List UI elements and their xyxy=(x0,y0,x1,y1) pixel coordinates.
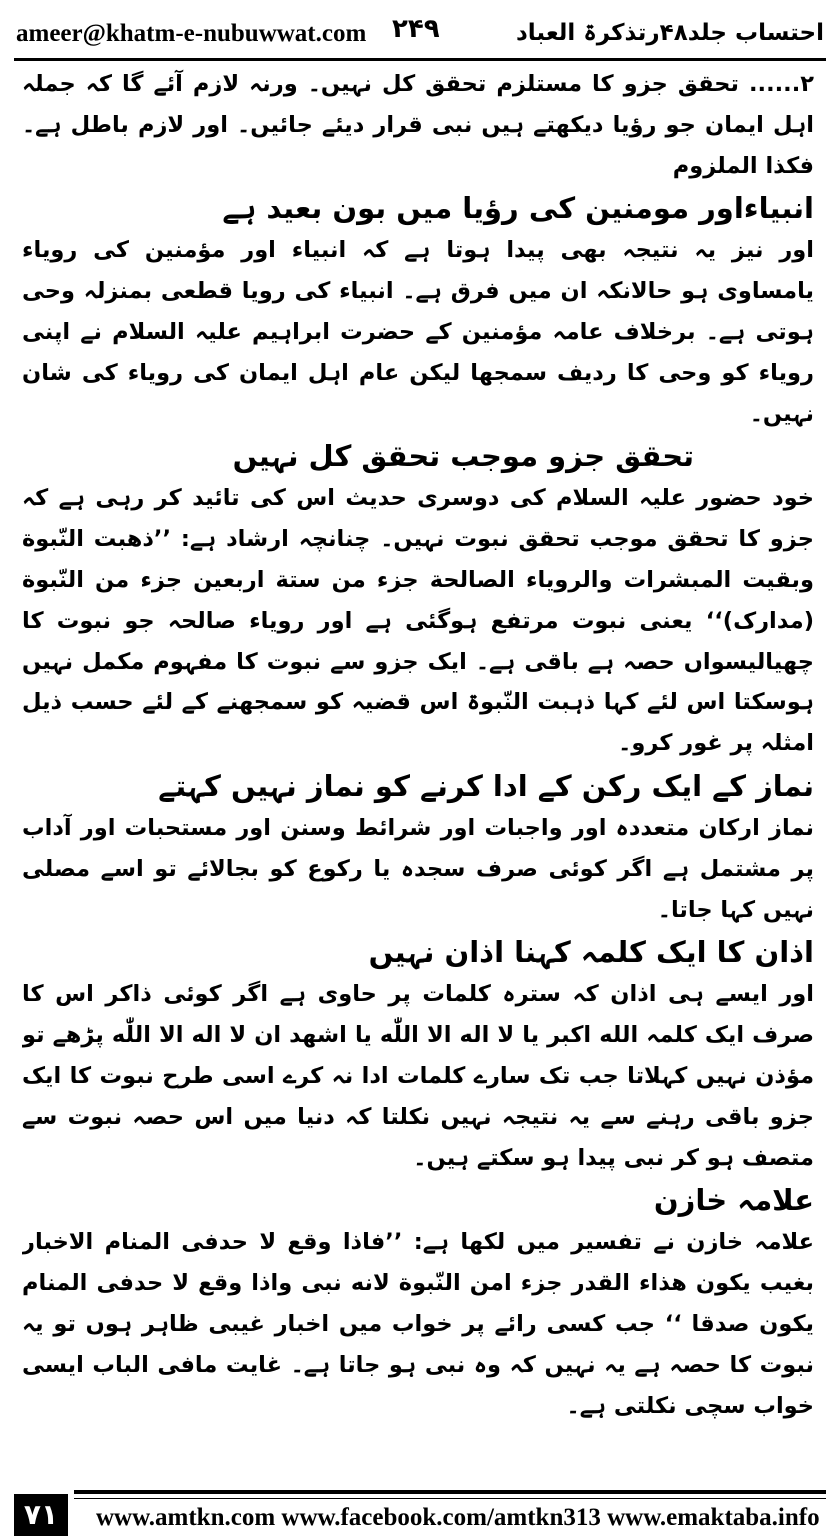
paragraph: علامہ خازن نے تفسیر میں لکھا ہے: ’’فاذا وقع لا حدفى المنام الاخبار بغيب يكون هذاء القدر جزء امن النّبوة لانه نبى واذا وقع لا حدفى المنام يكون صدقا ‘‘ جب کسی رائے پر خواب میں اخبار غیبی ظاہر ہوں تو یہ نبوت کا حصہ ہے یہ نہیں کہ وہ نبی ہو جاتا ہے۔ غایت مافی الباب ایسی خواب سچی نکلتی ہے۔ xyxy=(22,1229,814,1419)
header-email: ameer@khatm-e-nubuwwat.com xyxy=(16,20,367,47)
paragraph: اور نیز یہ نتیجہ بھی پیدا ہوتا ہے کہ انبیاء اور مؤمنین کی رویاء یامساوی ہو حالانکہ ان میں فرق ہے۔ انبیاء کی رویا قطعی بمنزلہ وحی ہوتی ہے۔ برخلاف عامہ مؤمنین کے حضرت ابراہیم علیہ السلام نے اپنی رویاء کو وحی کا ردیف سمجھا لیکن عام اہل ایمان کی رویاء کی شان نہیں۔ xyxy=(22,237,814,427)
footer-urls: www.amtkn.com www.facebook.com/amtkn313 www.emaktaba.info xyxy=(96,1504,820,1531)
page-body xyxy=(22,64,814,1454)
book-title: احتساب جلد۴۸رتذکرۃ العباد xyxy=(515,20,824,46)
section-heading: انبیاءاور مومنین کی رؤیا میں بون بعید ہے xyxy=(222,191,814,226)
paragraph: نماز ارکان متعددہ اور واجبات اور شرائط وسنن اور مستحبات اور آداب پر مشتمل ہے اگر کوئی صرف سجدہ یا رکوع کو بجالائے تو اسے مصلی نہیں کہا جاتا۔ xyxy=(22,814,814,923)
section-heading: تحقق جزو موجب تحقق کل نہیں xyxy=(232,439,694,474)
footer-divider xyxy=(74,1490,826,1494)
section-heading: علامہ خازن xyxy=(653,1183,814,1218)
page-footer xyxy=(14,1490,826,1536)
section-heading: اذان کا ایک کلمہ کہنا اذان نہیں xyxy=(368,935,814,970)
footer-page-label: ۷۱ xyxy=(14,1494,68,1536)
section-heading: نماز کے ایک رکن کے ادا کرنے کو نماز نہیں کہتے xyxy=(158,768,814,803)
footer-divider-thin xyxy=(74,1498,826,1499)
paragraph: خود حضور علیہ السلام کی دوسری حدیث اس کی تائید کر رہی ہے کہ جزو کا تحقق موجب تحقق نبوت نہیں۔ چنانچہ ارشاد ہے: ’’ذهبت النّبوة وبقيت المبشرات والروياء الصالحة جزء من ستة اربعين جزء من النّبوة (مدارک)‘‘ یعنی نبوت مرتفع ہوگئی ہے اور رویاء صالحہ جو نبوت کا چھیالیسواں حصہ ہے باقی ہے۔ ایک جزو سے نبوت کا مفہوم مکمل نہیں ہوسکتا اس لئے کہا ذہبت النّبوۃ اس قضیہ کو سمجھنے کے لئے حسب ذیل امثلہ پر غور کرو۔ xyxy=(22,485,814,757)
header-divider xyxy=(14,58,826,61)
paragraph: ۲...... تحقق جزو کا مستلزم تحقق کل نہیں۔ ورنہ لازم آئے گا کہ جملہ اہل ایمان جو رؤیا دیکھتے ہیں نبی قرار دیئے جائیں۔ اور لازم باطل ہے۔ فکذا الملزوم xyxy=(22,71,814,179)
paragraph: اور ایسے ہی اذان کہ سترہ کلمات پر حاوی ہے اگر کوئی ذاکر اس کا صرف ایک کلمہ الله اكبر يا لا اله الا اللّٰه يا اشهد ان لا اله الا اللّٰه پڑھے تو مؤذن نہیں کہلاتا جب تک سارے کلمات ادا نہ کرے اسی طرح نبوت کا ایک جزو باقی رہنے سے یہ نتیجہ نہیں نکلتا کہ دنیا میں اس حصہ نبوت سے متصف ہو کر نبی پیدا ہو سکتے ہیں۔ xyxy=(22,981,814,1171)
page-header xyxy=(16,12,824,56)
page-number: ۲۴۹ xyxy=(392,14,440,44)
